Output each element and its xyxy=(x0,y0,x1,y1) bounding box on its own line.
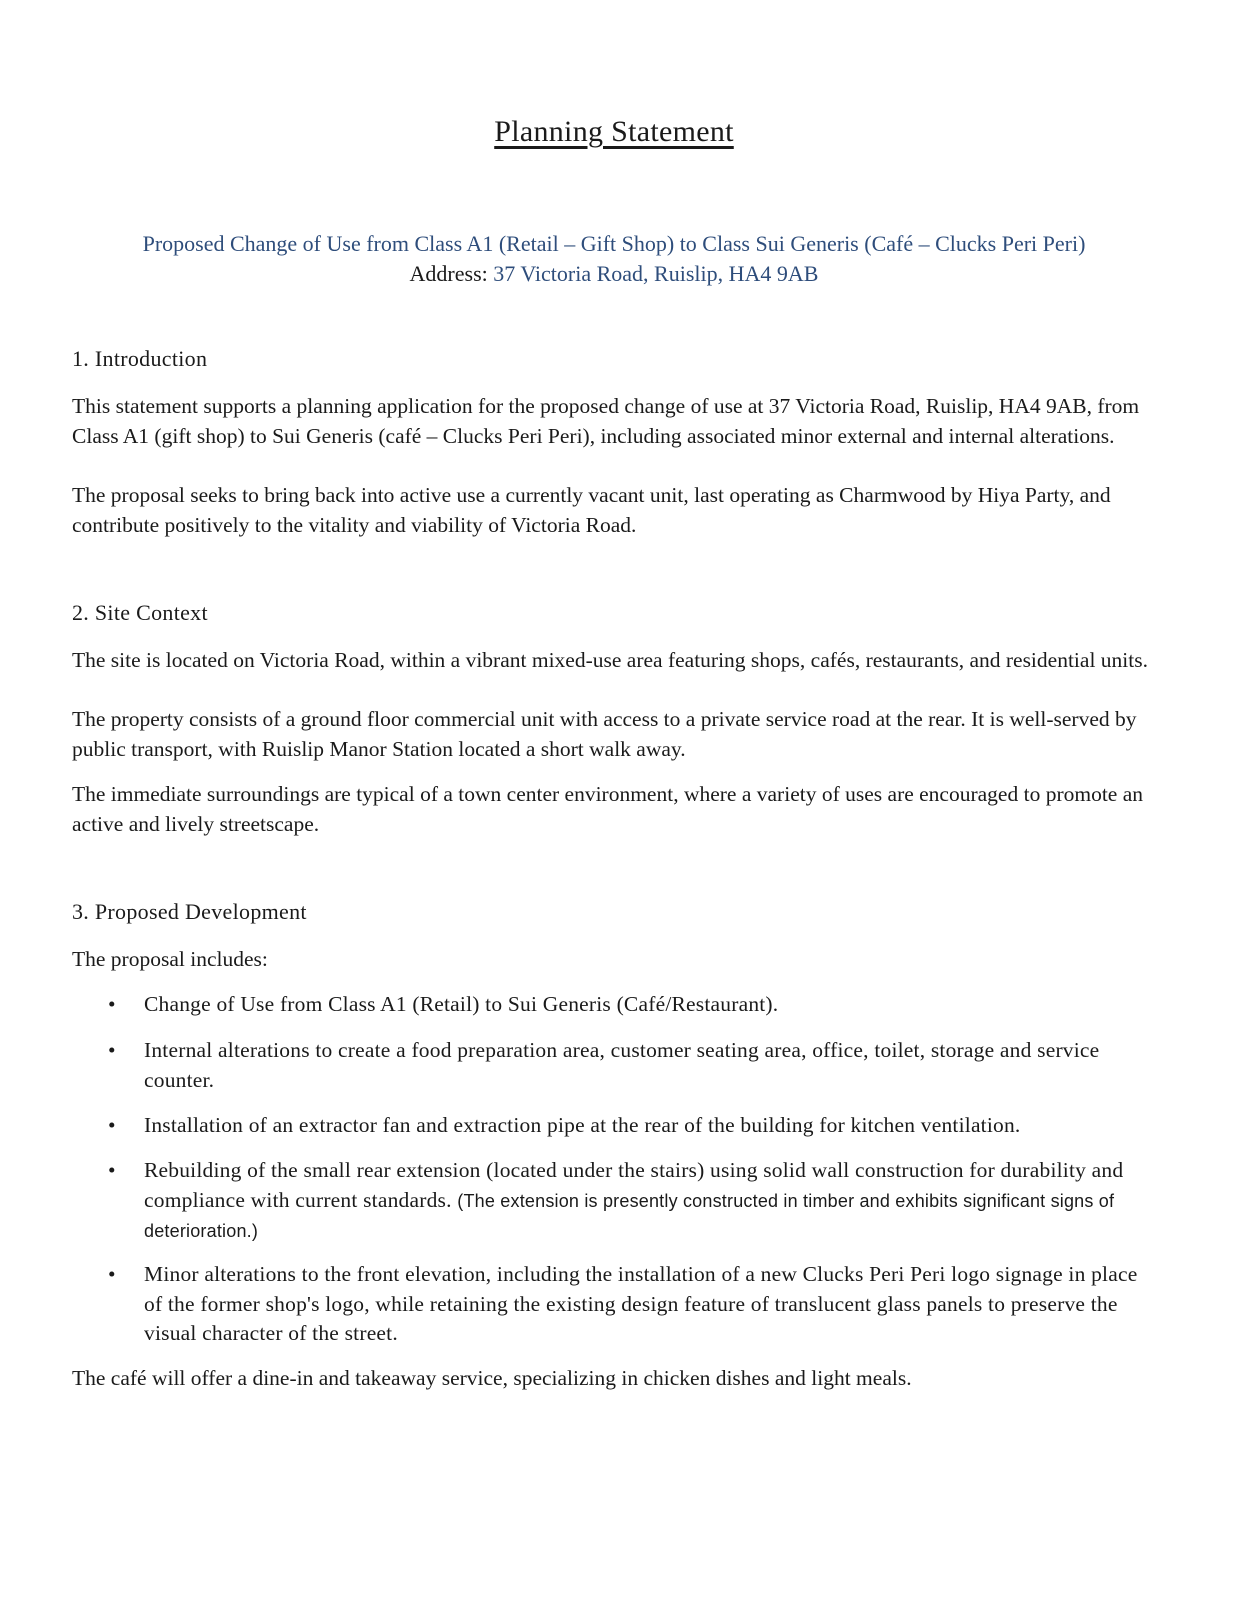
bullet-marker: • xyxy=(108,1038,116,1062)
subtitle-block xyxy=(72,229,1156,289)
bullet-4-text: Rebuilding of the small rear extension (located under the stairs) using solid wall construction for durability and compliance with current standards. xyxy=(144,1158,1124,1212)
bullet-item: Change of Use from Class A1 (Retail) to Sui Generis (Café/Restaurant). xyxy=(144,992,779,1016)
address-line xyxy=(72,259,1156,289)
proposal-description: Proposed Change of Use from Class A1 (Retail – Gift Shop) to Class Sui Generis (Café – Clucks Peri Peri) xyxy=(142,231,1086,256)
bullet-item: Installation of an extractor fan and extraction pipe at the rear of the building for kitchen ventilation. xyxy=(144,1113,1021,1137)
address-label: Address: xyxy=(409,261,494,286)
intro-paragraph-1: This statement supports a planning application for the proposed change of use at 37 Victoria Road, Ruislip, HA4 9AB, from Class A1 (gift shop) to Sui Generis (café – Clucks Peri Peri), including associated minor external and internal alterations. xyxy=(72,394,1140,448)
bullet-item: Internal alterations to create a food preparation area, customer seating area, office, toilet, storage and service counter. xyxy=(144,1038,1100,1092)
site-paragraph-2: The property consists of a ground floor commercial unit with access to a private service road at the rear. It is well-served by public transport, with Ruislip Manor Station located a short walk away. xyxy=(72,707,1137,761)
page-title: Planning Statement xyxy=(494,115,734,148)
site-paragraph-3: The immediate surroundings are typical of a town center environment, where a variety of uses are encouraged to promote an active and lively streetscape. xyxy=(72,782,1144,836)
heading-site-context: 2. Site Context xyxy=(72,600,208,625)
proposal-intro: The proposal includes: xyxy=(72,947,268,971)
bullet-item-4 xyxy=(144,1156,1144,1247)
heading-introduction: 1. Introduction xyxy=(72,346,208,371)
closing-paragraph: The café will offer a dine-in and takeaway service, specializing in chicken dishes and light meals. xyxy=(72,1366,912,1390)
bullet-4-note: (The extension is presently constructed in timber and exhibits significant signs of deterioration.) xyxy=(144,1190,1115,1242)
bullet-marker: • xyxy=(108,1262,116,1286)
intro-paragraph-2: The proposal seeks to bring back into active use a currently vacant unit, last operating as Charmwood by Hiya Party, and contribute positively to the vitality and viability of Victoria Road. xyxy=(72,483,1111,537)
bullet-marker: • xyxy=(108,1158,116,1182)
bullet-marker: • xyxy=(108,992,116,1016)
heading-proposed-development: 3. Proposed Development xyxy=(72,899,307,924)
address-value: 37 Victoria Road, Ruislip, HA4 9AB xyxy=(493,261,819,286)
bullet-item: Minor alterations to the front elevation, including the installation of a new Clucks Peri Peri logo signage in place of the former shop's logo, while retaining the existing design feature of translucent glass panels to preserve the visual character of the street. xyxy=(144,1262,1138,1346)
site-paragraph-1: The site is located on Victoria Road, within a vibrant mixed-use area featuring shops, cafés, restaurants, and residential units. xyxy=(72,648,1148,672)
bullet-marker: • xyxy=(108,1113,116,1137)
